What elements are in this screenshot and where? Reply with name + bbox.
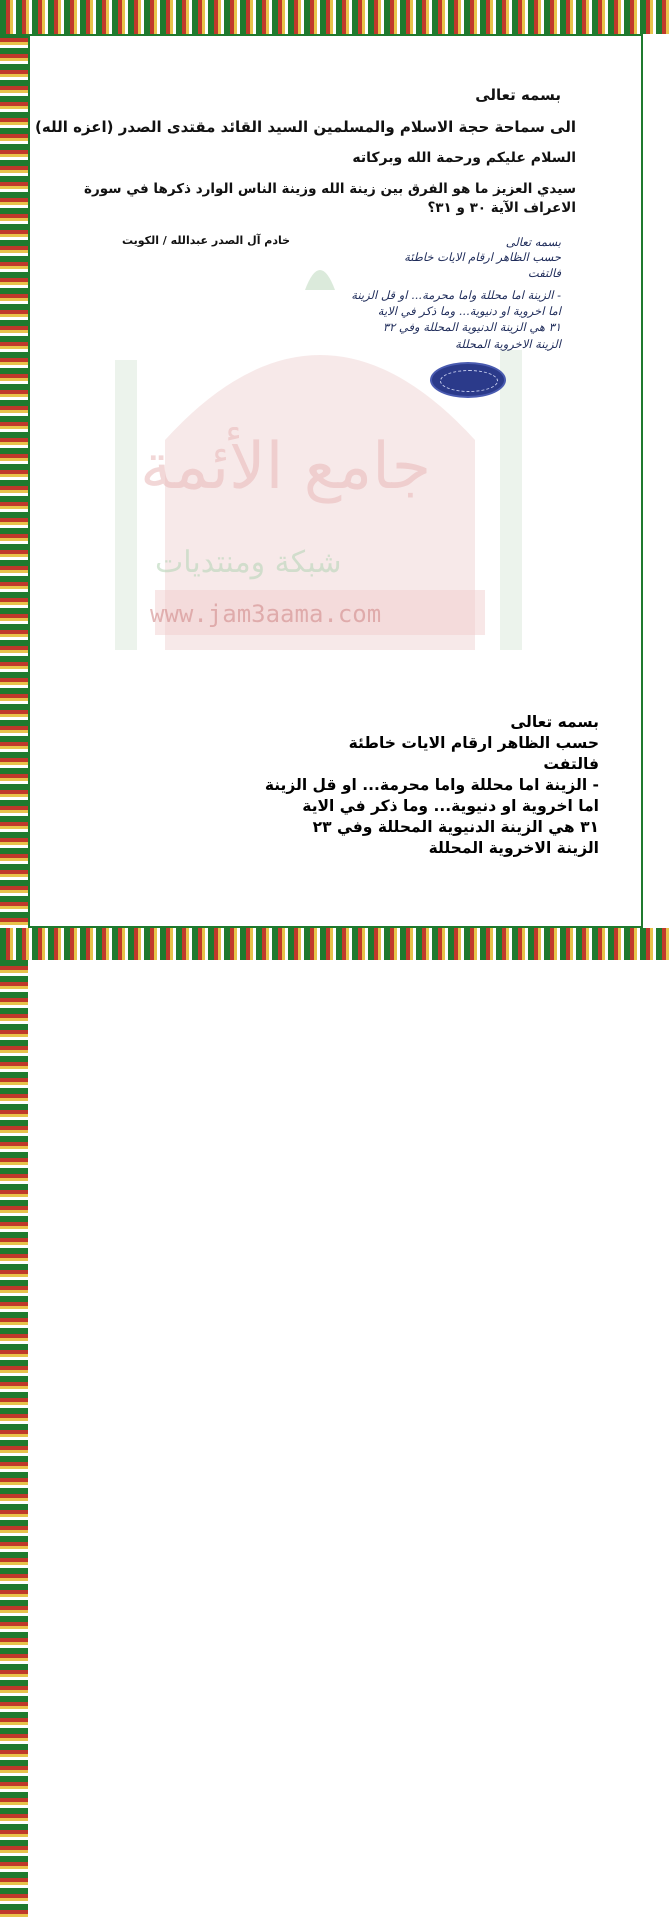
letter-greeting: السلام عليكم ورحمة الله وبركاته: [352, 150, 576, 166]
transcription-line-1: بسمه تعالى: [510, 713, 599, 731]
watermark-subtitle: شبكة ومنتديات: [155, 545, 342, 580]
handwritten-line-1: بسمه تعالى: [505, 235, 561, 249]
handwritten-line-6: ٣١ هي الزينة الدنيوية المحللة وفي ٣٢: [382, 320, 561, 334]
decorative-border-bottom: [0, 928, 671, 960]
handwritten-line-5: اما اخروية او دنيوية... وما ذكر في الاية: [377, 304, 561, 318]
watermark-title: جامع الأئمة: [140, 430, 432, 504]
watermark-url: www.jam3aama.com: [150, 600, 382, 628]
letter-heading: بسمه تعالى: [475, 86, 561, 104]
transcription-line-5: اما اخروية او دنيوية... وما ذكر في الاية: [302, 797, 599, 815]
decorative-border-right: [0, 960, 28, 1920]
letter-question-line1: سيدي العزيز ما هو الفرق بين زينة الله وزينة الناس الوارد ذكرها في سورة: [84, 181, 576, 197]
official-seal-stamp: [430, 362, 506, 398]
handwritten-line-7: الزينة الاخروية المحللة: [455, 337, 561, 351]
handwritten-line-2: حسب الظاهر ارقام الايات خاطئة: [404, 250, 561, 264]
letter-addressee: الى سماحة حجة الاسلام والمسلمين السيد القائد مقتدى الصدر (اعزه الله): [35, 118, 576, 136]
transcription-line-6: ٣١ هي الزينة الدنيوية المحللة وفي ٢٣: [312, 818, 599, 836]
letter-signature: خادم آل الصدر عبدالله / الكويت: [122, 234, 291, 247]
handwritten-line-4: - الزينة اما محللة واما محرمة... او قل الزينة: [351, 288, 561, 302]
seal-inner-ring: [440, 370, 498, 392]
transcription-line-3: فالتفت: [543, 755, 599, 773]
decorative-border-top: [0, 0, 671, 34]
decorative-border-left: [0, 0, 28, 960]
handwritten-line-3: فالتفت: [527, 266, 561, 280]
transcription-line-4: - الزينة اما محللة واما محرمة... او قل الزينة: [264, 776, 599, 794]
transcription-line-7: الزينة الاخروية المحللة: [428, 839, 599, 857]
letter-question-line2: الاعراف الآية ٣٠ و ٣١؟: [427, 200, 576, 216]
transcription-line-2: حسب الظاهر ارقام الايات خاطئة: [348, 734, 599, 752]
